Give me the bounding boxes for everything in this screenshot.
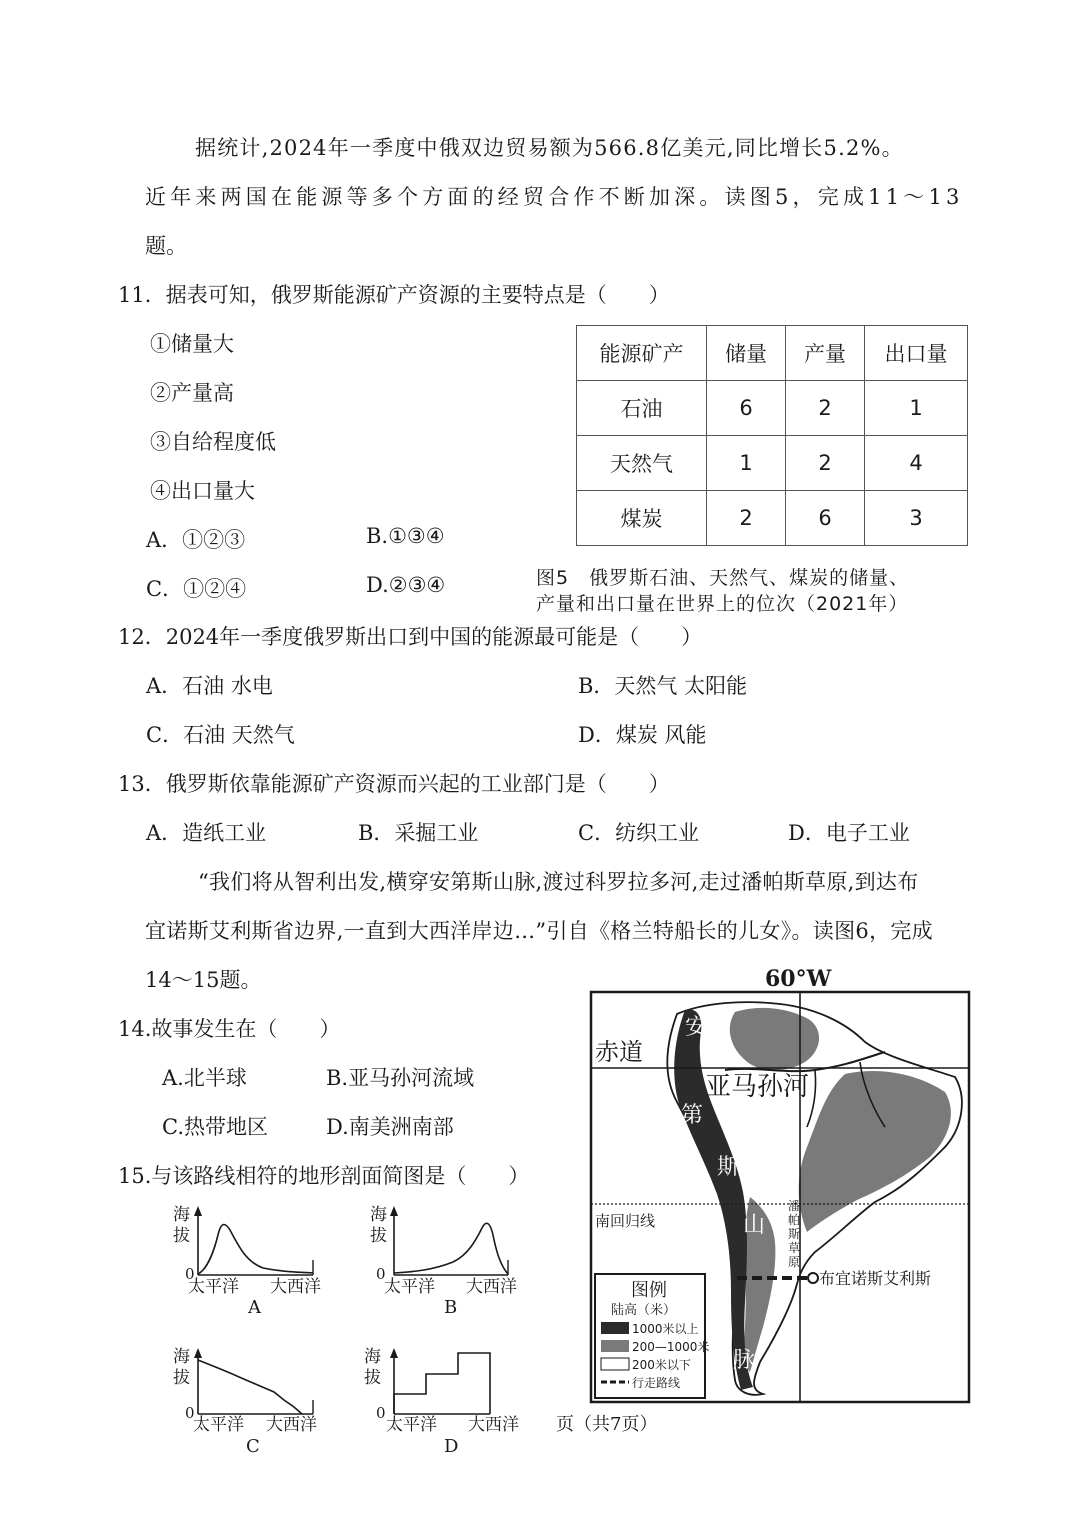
table-row	[577, 491, 968, 546]
axis-arrow	[194, 1206, 202, 1216]
q14-option-d[interactable]: D.南美洲南部	[326, 1115, 454, 1139]
table-row	[577, 381, 968, 436]
plot-left-label: 太平洋	[193, 1415, 244, 1435]
table-caption-line-1: 图5 俄罗斯石油、天然气、煤炭的储量、	[536, 567, 910, 589]
equator-label: 赤道	[595, 1038, 643, 1066]
legend-item: 200米以下	[632, 1358, 691, 1372]
tropic-label: 南回归线	[595, 1212, 656, 1230]
andes-label: 斯	[717, 1155, 740, 1180]
intro-line-2: 近年来两国在能源等多个方面的经贸合作不断加深。读图5，完成11～13	[145, 185, 964, 209]
plot-ylabel: 海	[370, 1205, 387, 1225]
profile-steps	[394, 1353, 490, 1414]
table-cell: 6	[786, 491, 865, 546]
plot-ylabel: 海	[173, 1205, 190, 1225]
pampas-label: 潘	[788, 1199, 801, 1213]
amazon-label: 亚马孙河	[705, 1072, 810, 1102]
intro-line-3: 题。	[145, 234, 187, 258]
table-header-row	[577, 326, 968, 381]
legend-item: 200—1000米	[632, 1340, 710, 1354]
plot-zero: 0	[185, 1404, 195, 1422]
table-header: 产量	[786, 326, 865, 381]
q11-option-d[interactable]: D.②③④	[366, 573, 446, 597]
q13-option-d[interactable]: D．电子工业	[788, 821, 910, 845]
page-footer: 页（共7页）	[556, 1414, 658, 1435]
table-cell: 2	[786, 381, 865, 436]
q12-option-b[interactable]: B．天然气 太阳能	[578, 674, 748, 698]
profile-curve	[198, 1360, 302, 1414]
profile-plot-b[interactable]	[370, 1205, 517, 1318]
plot-zero: 0	[376, 1265, 386, 1283]
table-caption-line-2: 产量和出口量在世界上的位次（2021年）	[536, 593, 909, 615]
pampas-label: 斯	[788, 1227, 801, 1241]
intro2-line-1: “我们将从智利出发,横穿安第斯山脉,渡过科罗拉多河,走过潘帕斯草原,到达布	[198, 870, 919, 894]
q13-option-c[interactable]: C．纺织工业	[578, 821, 700, 845]
plot-right-label: 大西洋	[468, 1415, 519, 1435]
table-cell: 3	[865, 491, 968, 546]
q11-stem: 11．据表可知，俄罗斯能源矿产资源的主要特点是（ ）	[118, 283, 670, 307]
table-cell: 煤炭	[577, 491, 707, 546]
plot-ylabel: 海	[364, 1347, 381, 1367]
pampas-label: 草	[788, 1241, 801, 1255]
table-cell: 1	[707, 436, 786, 491]
intro2-line-2: 宜诺斯艾利斯省边界,一直到大西洋岸边…”引自《格兰特船长的儿女》。读图6，完成	[145, 919, 933, 943]
q12-option-a[interactable]: A．石油 水电	[146, 674, 273, 698]
longitude-label: 60°W	[765, 966, 832, 992]
table-header: 能源矿产	[577, 326, 707, 381]
intro-line-1: 据统计,2024年一季度中俄双边贸易额为566.8亿美元,同比增长5.2%。	[195, 136, 904, 160]
table-cell: 天然气	[577, 436, 707, 491]
table-cell: 4	[865, 436, 968, 491]
plot-right-label: 大西洋	[270, 1277, 321, 1297]
table-cell: 2	[707, 491, 786, 546]
q12-option-d[interactable]: D．煤炭 风能	[578, 723, 707, 747]
plot-ylabel: 海	[173, 1347, 190, 1367]
axis-arrow	[390, 1206, 398, 1216]
plot-letter: A	[248, 1297, 261, 1318]
plot-right-label: 大西洋	[266, 1415, 317, 1435]
table-cell: 1	[865, 381, 968, 436]
q14-option-a[interactable]: A.北半球	[162, 1066, 247, 1090]
table-cell: 6	[707, 381, 786, 436]
plot-left-label: 太平洋	[188, 1277, 239, 1297]
plot-ylabel: 拔	[364, 1368, 381, 1388]
q11-item: ③自给程度低	[150, 430, 276, 454]
table-header: 储量	[707, 326, 786, 381]
table-cell: 石油	[577, 381, 707, 436]
q14-stem: 14.故事发生在（ ）	[118, 1017, 341, 1041]
plot-ylabel: 拔	[370, 1226, 387, 1246]
q14-option-b[interactable]: B.亚马孙河流域	[326, 1066, 475, 1090]
plot-zero: 0	[376, 1404, 386, 1422]
table-cell: 2	[786, 436, 865, 491]
legend-swatch-low	[601, 1358, 629, 1370]
pampas-label: 帕	[788, 1213, 801, 1227]
q13-option-b[interactable]: B．采掘工业	[358, 821, 479, 845]
legend-item: 1000米以上	[632, 1322, 699, 1336]
q13-option-a[interactable]: A．造纸工业	[146, 821, 267, 845]
profile-curve	[394, 1223, 508, 1274]
pampas-label: 原	[788, 1255, 801, 1269]
table-header: 出口量	[865, 326, 968, 381]
plot-left-label: 太平洋	[386, 1415, 437, 1435]
axis-arrow	[194, 1348, 202, 1358]
south-america-map	[585, 962, 975, 1407]
plot-letter: C	[246, 1436, 260, 1457]
profile-plot-d[interactable]	[364, 1347, 519, 1457]
q13-stem: 13．俄罗斯依靠能源矿产资源而兴起的工业部门是（ ）	[118, 772, 670, 796]
q15-stem: 15.与该路线相符的地形剖面简图是（ ）	[118, 1164, 530, 1188]
map-legend	[595, 1274, 709, 1398]
table-row	[577, 436, 968, 491]
andes-label: 脉	[733, 1348, 756, 1373]
city-label: 布宜诺斯艾利斯	[819, 1269, 932, 1288]
q11-item: ①储量大	[150, 332, 234, 356]
plot-letter: B	[444, 1297, 458, 1318]
q11-option-c[interactable]: C．①②④	[146, 577, 247, 601]
plot-right-label: 大西洋	[466, 1277, 517, 1297]
legend-title: 图例	[631, 1280, 667, 1301]
plot-zero: 0	[185, 1265, 195, 1283]
profile-plot-a[interactable]	[173, 1205, 321, 1318]
q11-item: ④出口量大	[150, 479, 255, 503]
andes-label: 第	[681, 1103, 704, 1128]
legend-swatch-high	[601, 1322, 629, 1334]
q11-option-a[interactable]: A．①②③	[146, 528, 246, 552]
plot-left-label: 太平洋	[384, 1277, 435, 1297]
andes-label: 安	[685, 1015, 708, 1040]
q11-option-b[interactable]: B.①③④	[366, 524, 445, 548]
q12-stem: 12．2024年一季度俄罗斯出口到中国的能源最可能是（ ）	[118, 625, 703, 649]
q12-option-c[interactable]: C．石油 天然气	[146, 723, 295, 747]
plot-ylabel: 拔	[173, 1368, 190, 1388]
legend-swatch-mid	[601, 1340, 629, 1352]
city-marker	[808, 1273, 818, 1283]
andes-label: 山	[743, 1213, 766, 1238]
plot-letter: D	[444, 1436, 459, 1457]
q14-option-c[interactable]: C.热带地区	[162, 1115, 268, 1139]
profile-curve	[198, 1225, 313, 1274]
legend-subtitle: 陆高（米）	[611, 1303, 677, 1318]
plot-ylabel: 拔	[173, 1226, 190, 1246]
q11-item: ②产量高	[150, 381, 234, 405]
profile-plots	[168, 1200, 548, 1460]
resource-table	[576, 325, 968, 546]
intro2-line-3: 14～15题。	[145, 968, 262, 992]
axis-arrow	[390, 1348, 398, 1358]
legend-item: 行走路线	[632, 1376, 681, 1390]
profile-plot-c[interactable]	[173, 1347, 317, 1457]
